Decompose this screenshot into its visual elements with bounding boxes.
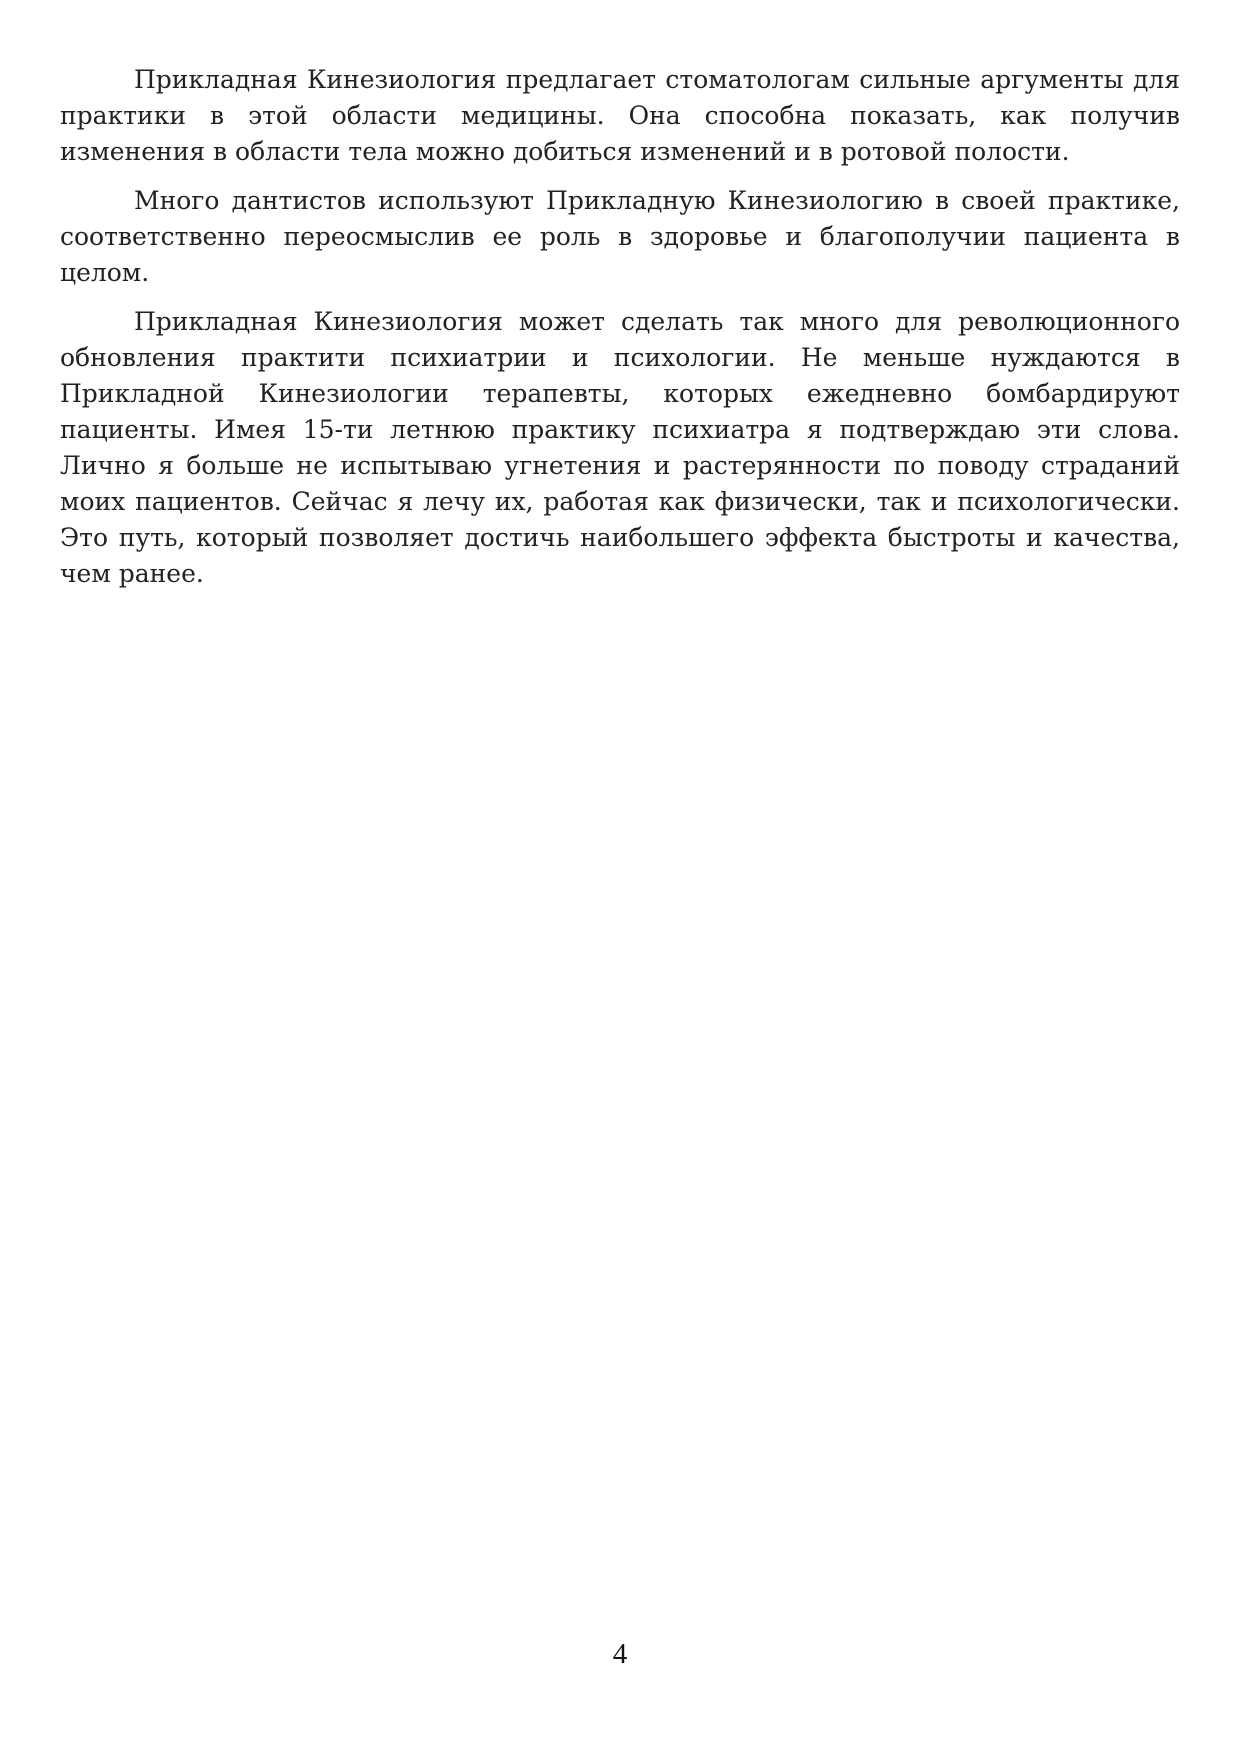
paragraph: Прикладная Кинезиология предлагает стоматологам сильные аргументы для практики в этой области медицины. Она способна показать, как получив изменения в области тела можно добиться изменений и в ротовой полости. bbox=[60, 65, 1180, 166]
paragraph: Много дантистов используют Прикладную Кинезиологию в своей практике, соответственно переосмыслив ее роль в здоровье и благополучии пациента в целом. bbox=[60, 186, 1180, 287]
page-number: 4 bbox=[612, 1638, 628, 1670]
paragraph: Прикладная Кинезиология может сделать так много для революционного обновления практити психиатрии и психологии. Не меньше нуждаются в Прикладной Кинезиологии терапевты, которых ежедневно бомбардируют пациенты. Имея 15-ти летнюю практику психиатра я подтверждаю эти слова. Лично я больше не испытываю угнетения и растерянности по поводу страданий моих пациентов. Сейчас я лечу их, работая как физически, так и психологически. Это путь, который позволяет достичь наибольшего эффекта быстроты и качества, чем ранее. bbox=[60, 307, 1180, 588]
body-text bbox=[60, 62, 1180, 605]
